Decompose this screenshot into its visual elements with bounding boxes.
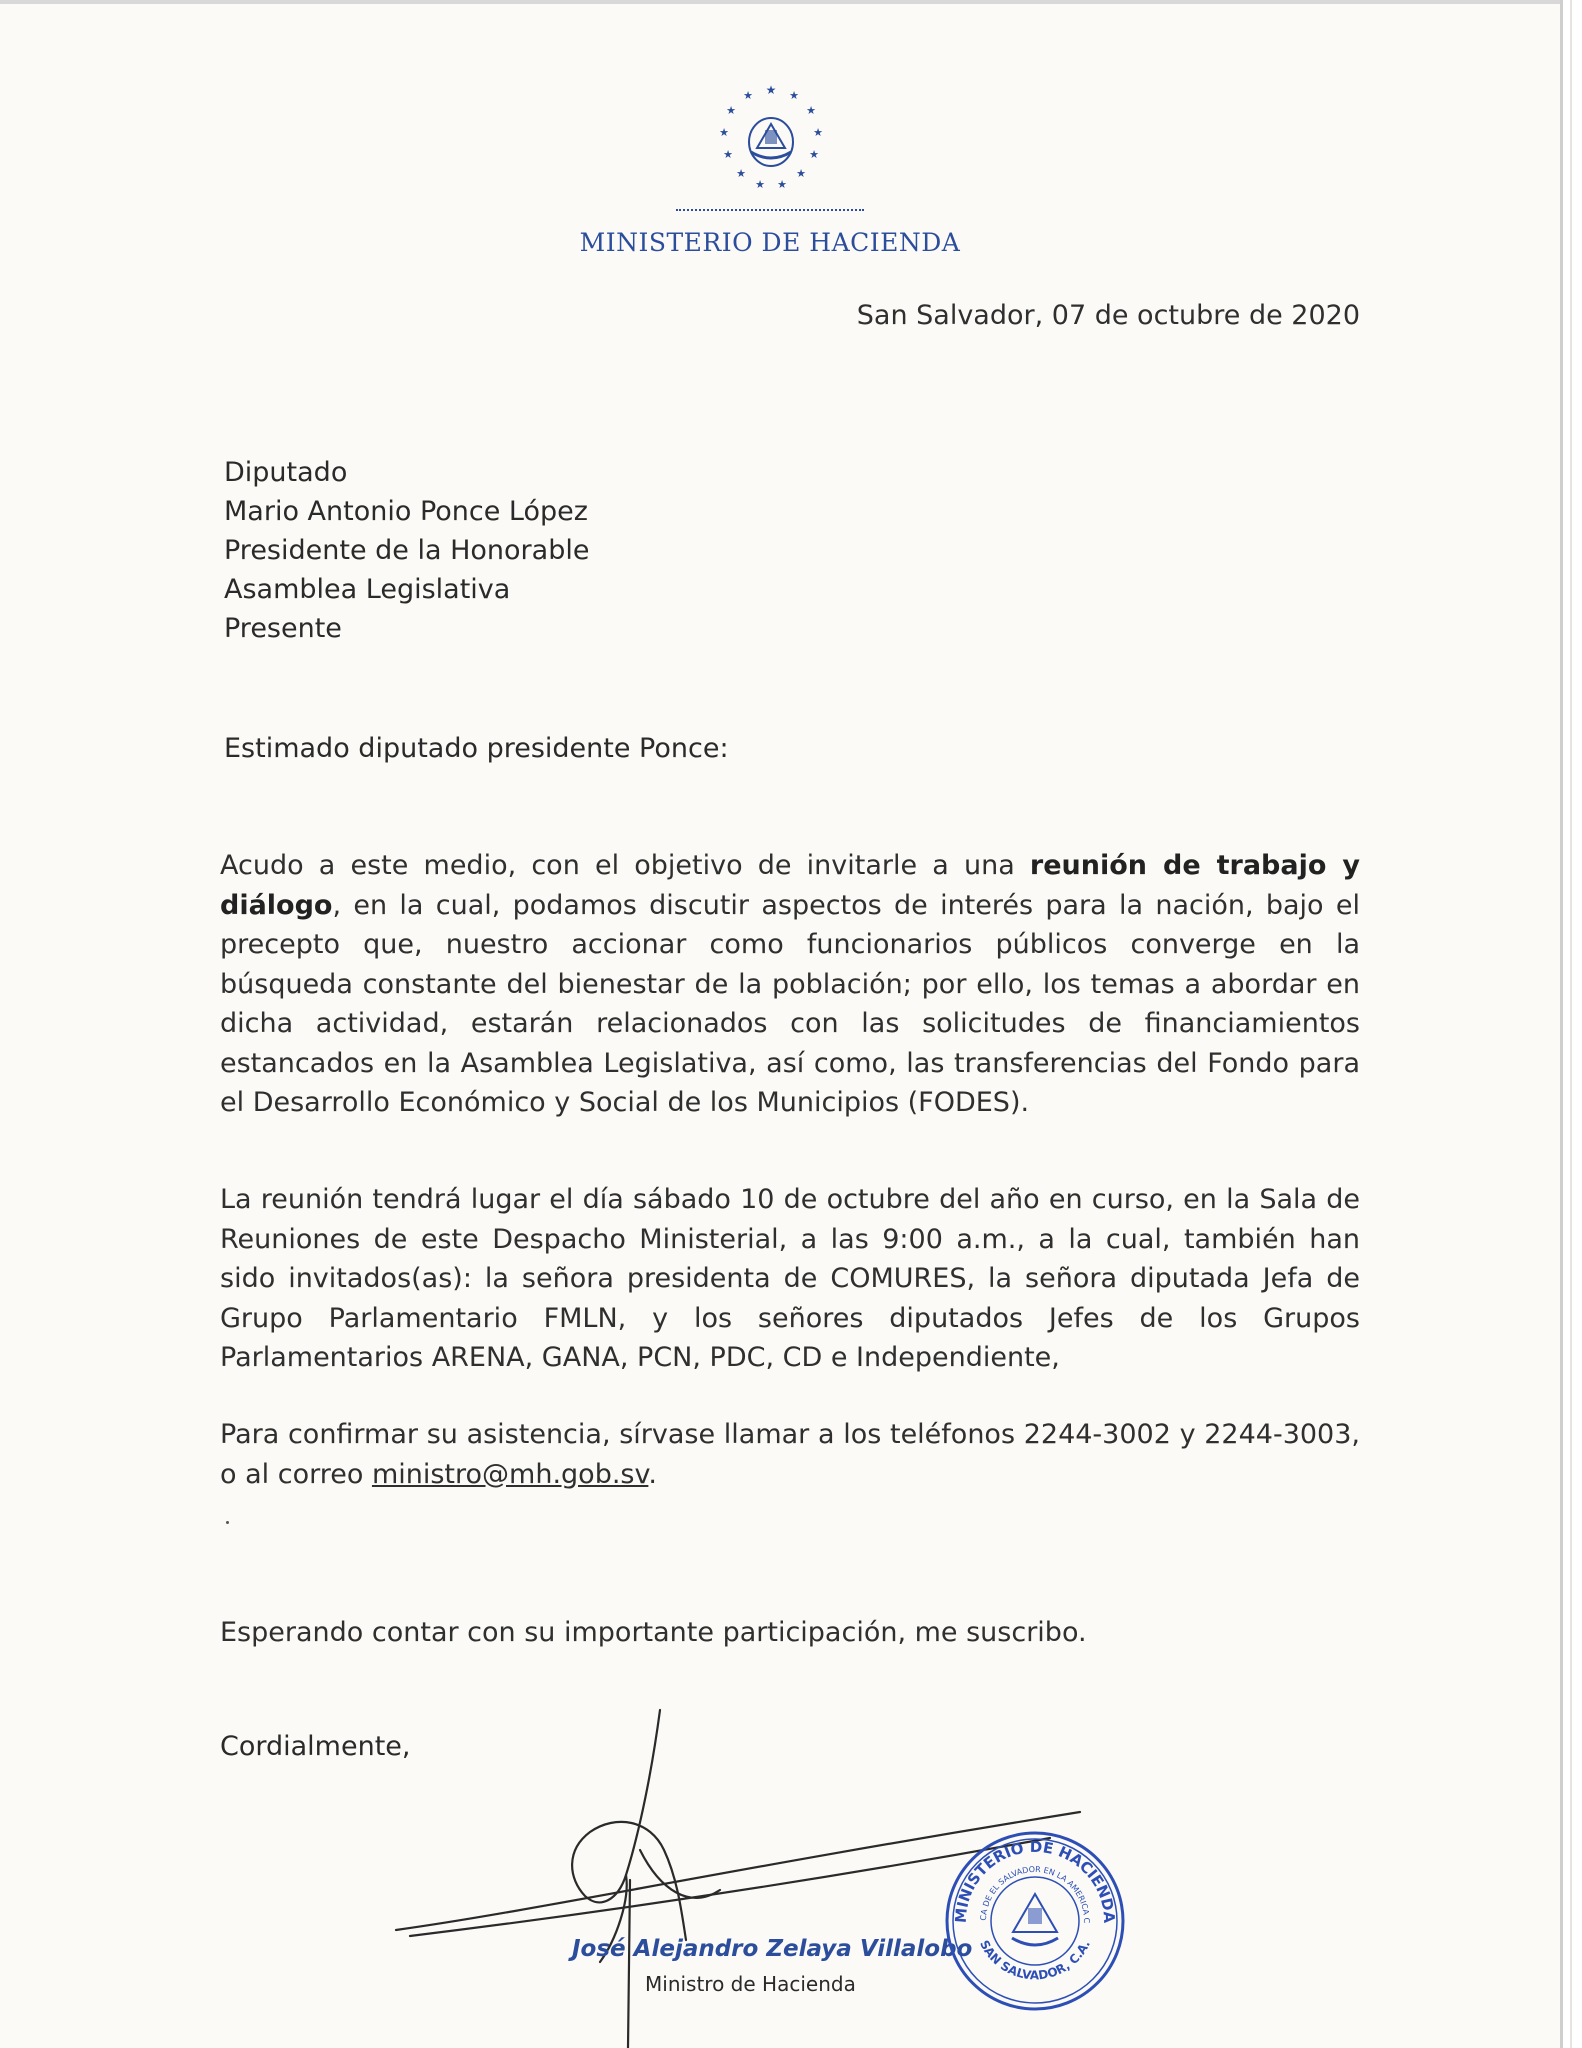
stamp-top-text: MINISTERIO DE HACIENDA xyxy=(951,1837,1119,1924)
closing: Cordialmente, xyxy=(220,1731,411,1762)
svg-text:★: ★ xyxy=(755,178,765,191)
salutation: Estimado diputado presidente Ponce: xyxy=(224,733,729,764)
addressee-line: Mario Antonio Ponce López xyxy=(224,496,588,527)
stamp-inner-text: CA DE EL SALVADOR EN LA AMERICA C xyxy=(978,1864,1092,1924)
email-link[interactable]: ministro@mh.gob.sv xyxy=(371,1458,649,1490)
addressee-line: Presente xyxy=(224,613,342,644)
letter-date: San Salvador, 07 de octubre de 2020 xyxy=(856,300,1360,331)
scan-edge xyxy=(0,0,1560,4)
body-paragraph-2: La reunión tendrá lugar el día sábado 10 de octubre del año en curso, en la Sala de Reuniones de este Despacho Ministerial, a las 9:00 a.m., a la cual, también han sido invitados(as): la señora presidenta de COMURES, la señora diputada Jefa de Grupo Parlamentario FMLN, y los señores diputados Jefes de los Grupos Parlamentarios ARENA, GANA, PCN, PDC, CD e Independiente, xyxy=(220,1184,1360,1373)
svg-text:★: ★ xyxy=(806,104,816,117)
body-paragraph-4: Esperando contar con su importante participación, me suscribo. xyxy=(220,1617,1087,1648)
p1-text-end: , en la cual, podamos discutir aspectos de interés para la nación, bajo el precepto que, nuestro accionar como funcionarios públicos converge en la búsqueda constante del bienestar de la población; por ello, los temas a abordar en dicha actividad, estarán relacionados con las solicitudes de financiamientos estancados en la Asamblea Legislativa, así como, las transferencias del Fondo para el Desarrollo Económico y Social de los Municipios (FODES). xyxy=(220,889,1360,1118)
addressee-block xyxy=(224,453,589,648)
addressee-line: Presidente de la Honorable xyxy=(224,535,590,566)
coat-of-arms-icon xyxy=(715,82,827,194)
p1-text-start: Acudo a este medio, con el objetivo de invitarle a una xyxy=(220,850,1030,881)
svg-text:★: ★ xyxy=(765,83,777,97)
signer-name: José Alejandro Zelaya Villalobo xyxy=(572,1936,973,1962)
stamp-bottom-text: SAN SALVADOR, C.A. xyxy=(977,1937,1093,1983)
p1-bold-phrase: reunión de trabajo y diálogo xyxy=(220,850,1360,921)
svg-text:★: ★ xyxy=(723,148,733,161)
signer-title: Ministro de Hacienda xyxy=(645,1972,856,1996)
scan-edge xyxy=(1570,0,1572,2048)
svg-text:★: ★ xyxy=(777,178,787,191)
svg-text:★: ★ xyxy=(796,167,806,180)
svg-text:★: ★ xyxy=(736,167,746,180)
svg-text:★: ★ xyxy=(719,126,729,139)
svg-text:★: ★ xyxy=(743,89,753,102)
letterhead-divider xyxy=(676,209,864,211)
p3-text-end: . xyxy=(648,1458,657,1490)
body-paragraph-3 xyxy=(220,1415,1360,1494)
scan-speck xyxy=(226,1521,229,1524)
svg-text:★: ★ xyxy=(789,89,799,102)
svg-text:★: ★ xyxy=(813,126,823,139)
p3-text-start: Para confirmar su asistencia, sírvase llamar a los teléfonos 2244-3002 y 2244-3003, o al correo xyxy=(220,1419,1360,1490)
svg-text:★: ★ xyxy=(809,148,819,161)
addressee-line: Diputado xyxy=(224,457,348,488)
svg-text:★: ★ xyxy=(726,104,736,117)
ministry-name: MINISTERIO DE HACIENDA xyxy=(579,228,961,257)
body-paragraph-1 xyxy=(220,846,1360,1123)
official-stamp-icon xyxy=(942,1828,1128,2014)
addressee-line: Asamblea Legislativa xyxy=(224,574,511,605)
